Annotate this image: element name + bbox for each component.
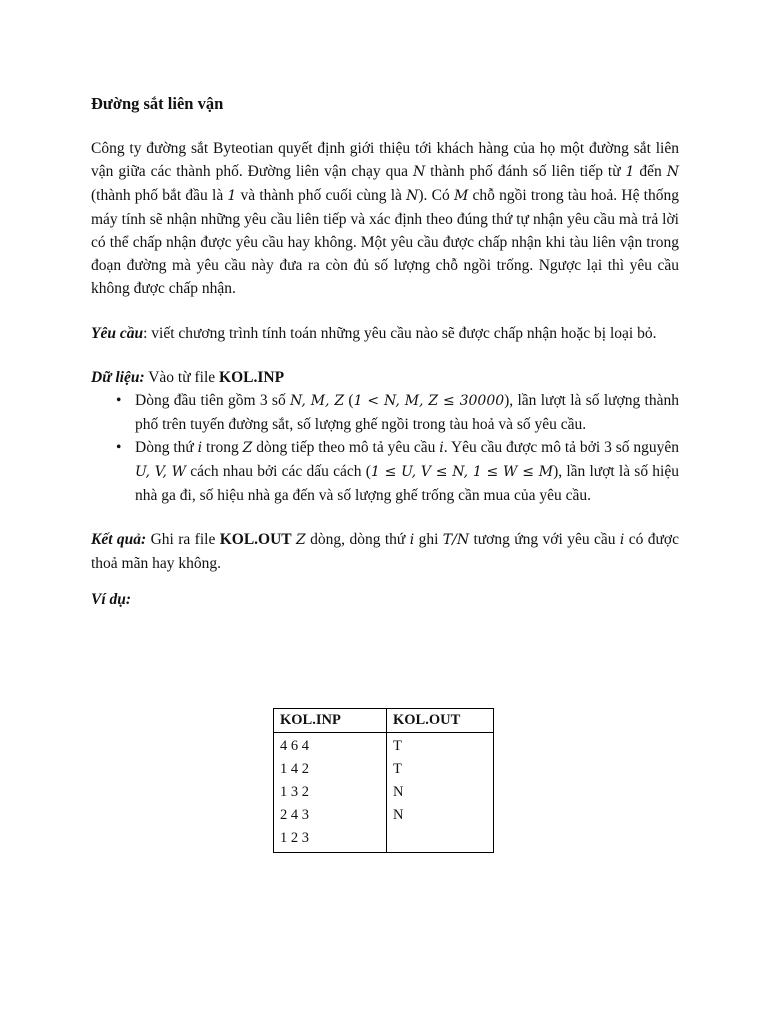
math-expr: i: [197, 440, 203, 456]
input-bullet-list: [91, 389, 679, 507]
inp-line: 1 2 3: [280, 830, 309, 846]
requirement-text: : viết chương trình tính toán những yêu cầu nào sẽ được chấp nhận hoặc bị loại bỏ.: [143, 325, 657, 342]
math-n: N: [666, 164, 679, 180]
bullet-text: ), lần lượt là số lượng thành phố trên tuyến đường sắt, số lượng ghế ngồi trong tàu hoả và số yêu cầu.: [135, 392, 679, 433]
out-line: N: [393, 784, 404, 800]
math-expr: Z: [242, 440, 253, 456]
intro-text: (thành phố bắt đầu là: [91, 187, 228, 204]
intro-text: Công ty đường sắt Byteotian quyết định giới thiệu tới khách hàng của họ một đường sắt liên vận giữa các thành phố. Đường liên vận chạy qua: [91, 140, 679, 180]
bullet-icon: •: [116, 439, 122, 456]
math-expr: 1 < N, M, Z ≤ 30000: [353, 393, 505, 409]
out-line: N: [393, 807, 404, 823]
math-expr: N, M, Z: [290, 393, 345, 409]
intro-text: ). Có: [418, 187, 454, 204]
math-m: M: [453, 188, 469, 204]
output-text: tương ứng với yêu cầu: [469, 531, 620, 548]
table-header-out: KOL.OUT: [387, 709, 494, 733]
math-expr: U, V, W: [135, 464, 187, 480]
input-heading: [91, 366, 679, 389]
input-filename: KOL.INP: [219, 369, 285, 386]
intro-text: và thành phố cuối cùng là: [236, 187, 407, 204]
output-text: dòng, dòng thứ: [305, 531, 410, 548]
output-label: Kết quả:: [91, 531, 147, 548]
math-expr: i: [439, 440, 444, 456]
table-header-inp: KOL.INP: [274, 709, 387, 733]
bullet-text: trong: [202, 439, 243, 456]
math-expr: Z: [296, 532, 306, 548]
math-n: N: [406, 188, 419, 204]
intro-paragraph: [91, 137, 679, 300]
bullet-text: Dòng thứ: [135, 439, 198, 456]
intro-text: đến: [634, 163, 667, 180]
output-text: Ghi ra file: [146, 531, 220, 548]
output-filename: KOL.OUT: [219, 531, 292, 548]
requirement-label: Yêu cầu: [91, 325, 144, 342]
math-expr: i: [619, 532, 625, 548]
math-expr: i: [409, 532, 415, 548]
table-row: [274, 733, 494, 853]
bullet-text: cách nhau bởi các dấu cách (: [186, 463, 371, 480]
bullet-text: ), lần lượt là số hiệu nhà ga đi, số hiệu nhà ga đến và số lượng ghế trống cần mua của yêu cầu.: [135, 463, 679, 504]
bullet-text: . Yêu cầu được mô tả bởi 3 số nguyên: [443, 439, 679, 456]
out-line: T: [393, 761, 402, 777]
math-one: 1: [625, 164, 635, 180]
math-n: N: [412, 164, 426, 180]
math-expr: 1 ≤ U, V ≤ N, 1 ≤ W ≤ M: [370, 464, 554, 480]
table-header-row: [274, 709, 494, 733]
output-text: có được thoả mãn hay không.: [91, 531, 679, 572]
bullet-text: (: [344, 392, 354, 409]
output-text: ghi: [414, 531, 443, 548]
inp-line: 2 4 3: [280, 807, 309, 823]
document-page: [91, 92, 679, 846]
example-table: [273, 708, 494, 853]
output-paragraph: [91, 528, 679, 575]
intro-text: thành phố đánh số liên tiếp từ: [425, 163, 626, 180]
math-expr: T/N: [442, 532, 470, 548]
math-one: 1: [227, 188, 237, 204]
bullet-icon: •: [116, 392, 122, 409]
inp-line: 1 3 2: [280, 784, 309, 800]
bullet-text: Dòng đầu tiên gồm 3 số: [135, 392, 291, 409]
table-cell-out: [387, 733, 494, 853]
out-line: T: [393, 738, 402, 754]
bullet-text: dòng tiếp theo mô tả yêu cầu: [252, 439, 440, 456]
requirement-paragraph: [91, 322, 679, 345]
inp-line: 4 6 4: [280, 738, 309, 754]
intro-text: chỗ ngồi trong tàu hoả. Hệ thống máy tính sẽ nhận những yêu cầu liên tiếp và xác định theo đúng thứ tự nhận yêu cầu mà trả lời có thể chấp nhận được yêu cầu hay không. Một yêu cầu được chấp nhận khi tàu liên vận trong đoạn đường mà yêu cầu này đưa ra còn đủ số lượng chỗ ngồi trống. Ngược lại thì yêu cầu không được chấp nhận.: [91, 187, 679, 297]
out-line: [393, 827, 493, 850]
table-cell-inp: [274, 733, 387, 853]
page-title: Đường sắt liên vận: [91, 94, 224, 113]
example-heading: [91, 588, 679, 611]
input-text: Vào từ file: [144, 369, 220, 386]
example-label: Ví dụ:: [91, 591, 132, 608]
list-item: [116, 389, 679, 436]
input-label: Dữ liệu:: [91, 369, 145, 386]
list-item: [116, 436, 679, 507]
inp-line: 1 4 2: [280, 761, 309, 777]
